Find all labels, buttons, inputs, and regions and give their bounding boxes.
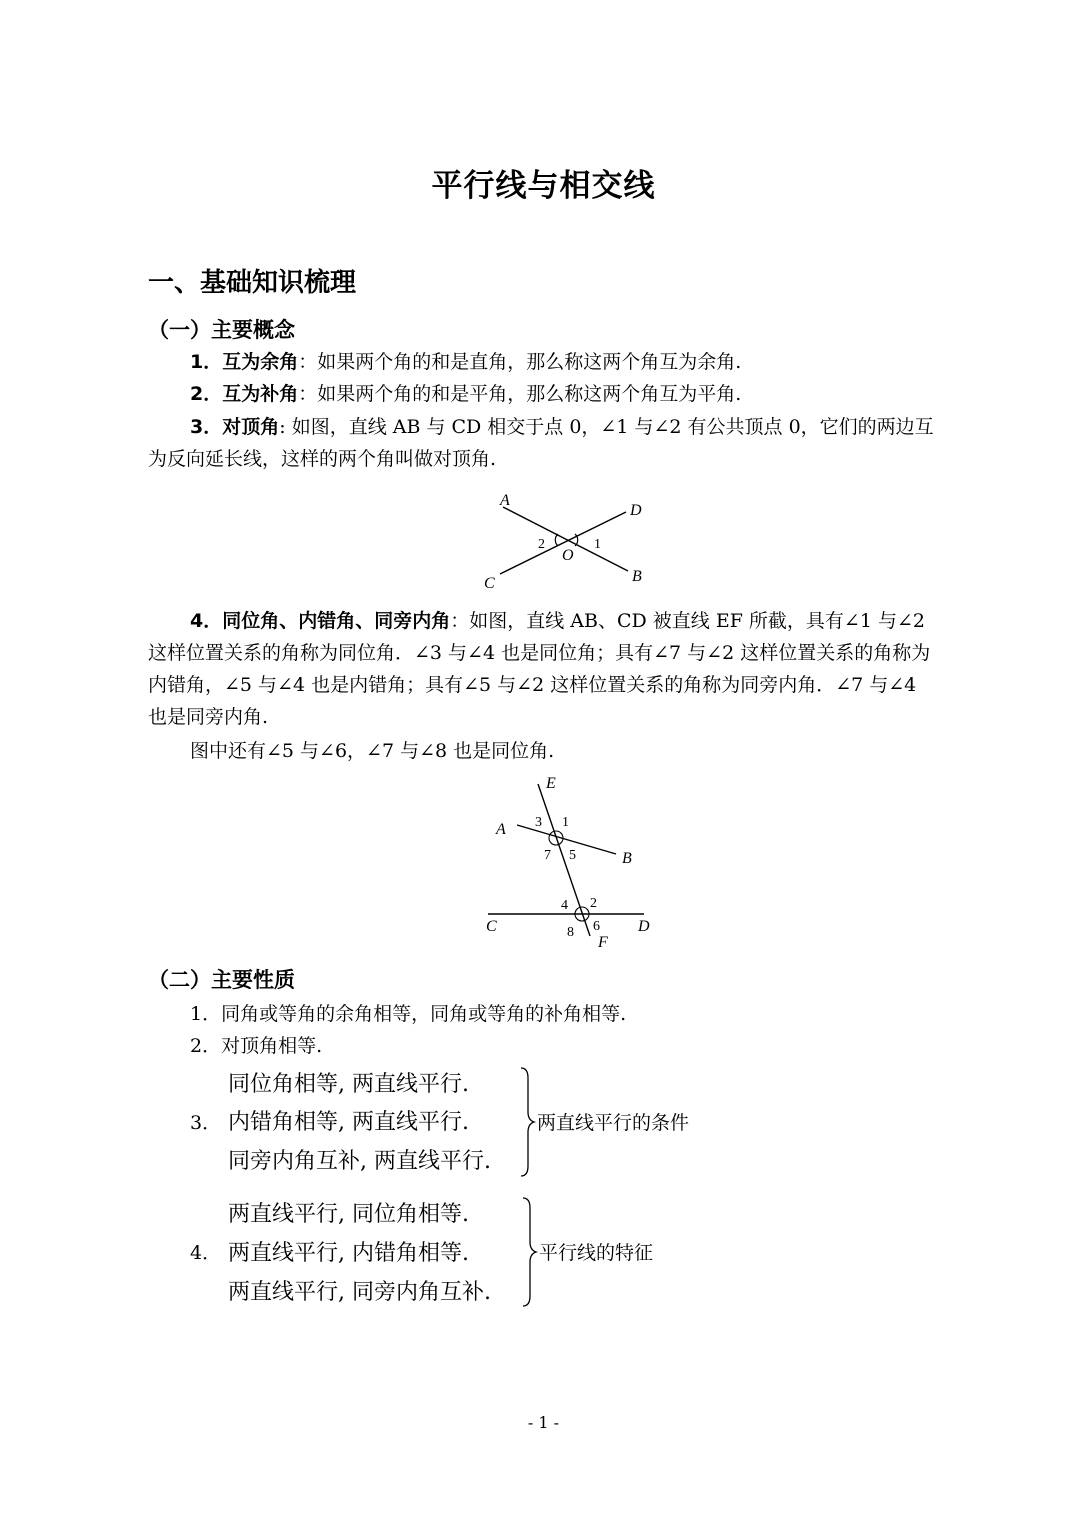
point-label-d: D xyxy=(638,918,650,935)
point-label-b: B xyxy=(632,568,642,585)
point-label-e: E xyxy=(546,775,556,792)
property-3-line-1: 同位角相等, 两直线平行. xyxy=(228,1072,469,1097)
angle-label-6: 6 xyxy=(593,919,600,934)
property-4-line-1: 两直线平行, 同位角相等. xyxy=(228,1202,469,1227)
concept-text: ：如果两个角的和是直角，那么称这两个角互为余角. xyxy=(298,351,742,373)
property-text: 对顶角相等. xyxy=(221,1035,323,1057)
point-label-b: B xyxy=(622,850,632,867)
angle-2-arc xyxy=(555,534,558,546)
line-cd xyxy=(500,512,626,574)
angle-label-2: 2 xyxy=(590,896,597,911)
property-text: 同角或等角的余角相等，同角或等角的补角相等. xyxy=(221,1003,627,1025)
property-3-line-2: 内错角相等, 两直线平行. xyxy=(228,1110,469,1135)
point-label-f: F xyxy=(598,934,608,951)
concept-number: 2． xyxy=(190,383,223,405)
property-4-brace xyxy=(520,1196,540,1308)
property-4-line-2: 两直线平行, 内错角相等. xyxy=(228,1241,469,1266)
concept-number: 3． xyxy=(190,416,223,438)
concept-item-2 xyxy=(190,378,950,410)
concept-text: : 如图，直线 AB 与 CD 相交于点 0，∠1 与∠2 有公共顶点 0，它们的两边互为反向延长线，这样的两个角叫做对顶角. xyxy=(148,416,934,470)
point-label-c: C xyxy=(486,918,497,935)
concept-term: 互为余角 xyxy=(222,351,299,373)
property-item-2 xyxy=(190,1031,322,1058)
point-label-d: D xyxy=(630,502,642,519)
angle-label-1: 1 xyxy=(562,815,569,830)
point-label-a: A xyxy=(500,492,510,509)
concept-number: 1． xyxy=(190,351,223,373)
page-title: 平行线与相交线 xyxy=(431,168,656,204)
point-label-c: C xyxy=(484,575,495,592)
concept-term: 同位角、内错角、同旁内角 xyxy=(222,610,451,632)
concept-text: ：如图，直线 AB、CD 被直线 EF 所截，具有∠1 与∠2 这样位置关系的角称为同位角．∠3 与∠4 也是同位角；具有∠7 与∠2 这样位置关系的角称为内错角，∠5 与∠4 也是内错角；具有∠5 与∠2 这样位置关系的角称为同旁内角．∠7 与∠4 也是同旁内角. xyxy=(148,610,931,728)
property-3-number: 3． xyxy=(190,1112,222,1134)
page-number: - 1 - xyxy=(527,1413,560,1432)
property-4-line-3: 两直线平行, 同旁内角互补. xyxy=(228,1280,491,1305)
angle-label-2: 2 xyxy=(538,537,545,552)
property-3-label: 两直线平行的条件 xyxy=(537,1112,690,1134)
angle-label-3: 3 xyxy=(535,815,542,830)
angle-label-1: 1 xyxy=(594,537,601,552)
concept-item-1 xyxy=(190,346,950,378)
figure-vertical-angles xyxy=(470,485,670,595)
concept-term: 对顶角 xyxy=(222,416,280,438)
angle-label-7: 7 xyxy=(544,848,551,863)
property-number: 2． xyxy=(190,1035,222,1057)
property-4-number: 4． xyxy=(190,1242,222,1264)
property-item-1 xyxy=(190,999,626,1026)
angle-label-4: 4 xyxy=(561,898,568,913)
point-label-a: A xyxy=(496,821,506,838)
point-label-o: O xyxy=(562,547,574,564)
property-number: 1． xyxy=(190,1003,222,1025)
angle-label-5: 5 xyxy=(569,848,576,863)
property-3-line-3: 同旁内角互补, 两直线平行. xyxy=(228,1149,491,1174)
subsection-heading-properties: （二）主要性质 xyxy=(148,968,295,992)
concept-text: ：如果两个角的和是平角，那么称这两个角互为平角. xyxy=(298,383,742,405)
subsection-heading-concepts: （一）主要概念 xyxy=(148,318,295,342)
property-4-label: 平行线的特征 xyxy=(539,1242,654,1264)
section-heading-basics: 一、基础知识梳理 xyxy=(148,268,357,298)
concept-item-4 xyxy=(148,605,940,733)
concept-4-note: 图中还有∠5 与∠6，∠7 与∠8 也是同位角. xyxy=(190,740,555,762)
figure-transversal-angles xyxy=(480,770,670,955)
concept-item-3 xyxy=(148,411,940,475)
concept-term: 互为补角 xyxy=(222,383,299,405)
property-3-brace xyxy=(518,1066,538,1178)
angle-label-8: 8 xyxy=(567,925,574,940)
concept-number: 4． xyxy=(190,610,223,632)
